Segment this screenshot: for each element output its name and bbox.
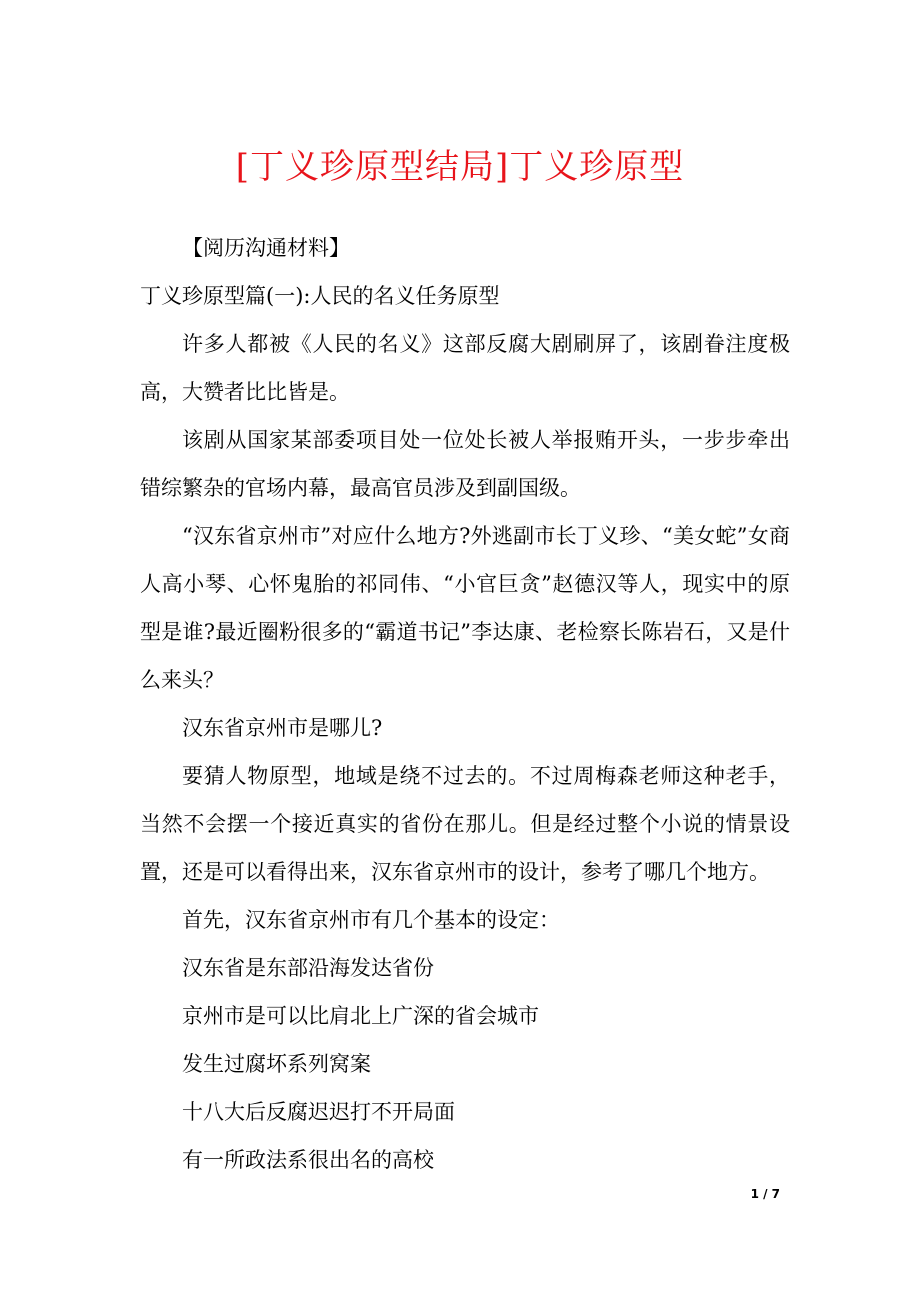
paragraph: 有一所政法系很出名的高校 <box>182 1148 434 1172</box>
paragraph: 要猜人物原型，地域是绕不过去的。不过周梅森老师这种老手，当然不会摆一个接近真实的省份在那儿。但是经过整个小说的情景设置，还是可以看得出来，汉东省京州市的设计，参考了哪几个地方。 <box>140 764 790 884</box>
paragraph: “汉东省京州市”对应什么地方?外逃副市长丁义珍、“美女蛇”女商人高小琴、心怀鬼胎的祁同伟、“小官巨贪”赵德汉等人，现实中的原型是谁?最近圈粉很多的“霸道书记”李达康、老检察长陈岩石，又是什么来头？ <box>140 524 790 692</box>
paragraph: 汉东省京州市是哪儿? <box>182 716 383 740</box>
paragraph: 发生过腐坏系列窝案 <box>182 1052 371 1076</box>
paragraph: 【阅历沟通材料】 <box>182 236 350 260</box>
paragraph: 许多人都被《人民的名义》这部反腐大剧刷屏了，该剧眷注度极高，大赞者比比皆是。 <box>140 332 790 404</box>
paragraph: 汉东省是东部沿海发达省份 <box>182 956 434 980</box>
document-title: [丁义珍原型结局]丁义珍原型 <box>235 147 685 187</box>
paragraph: 京州市是可以比肩北上广深的省会城市 <box>182 1004 539 1028</box>
document-body <box>140 224 790 1184</box>
page-indicator: 1 / 7 <box>750 1187 780 1201</box>
paragraph: 丁义珍原型篇(一):人民的名义任务原型 <box>140 284 500 308</box>
paragraph: 十八大后反腐迟迟打不开局面 <box>182 1100 455 1124</box>
paragraph: 该剧从国家某部委项目处一位处长被人举报贿开头，一步步牵出错综繁杂的官场内幕，最高官员涉及到副国级。 <box>140 428 790 500</box>
paragraph: 首先，汉东省京州市有几个基本的设定： <box>182 908 560 932</box>
